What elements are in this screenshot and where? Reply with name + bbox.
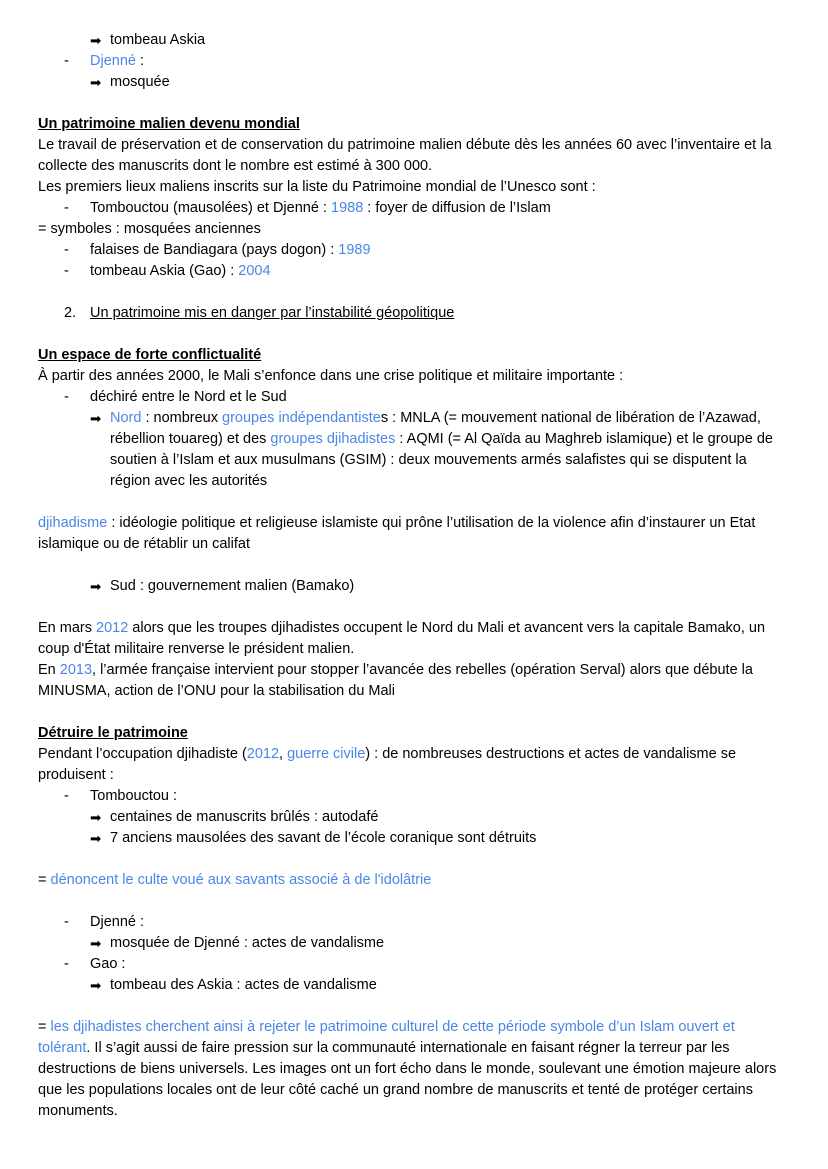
blank-line [38,891,790,912]
text-segment: = [38,872,51,888]
line-content [38,368,623,384]
line-content [110,830,536,846]
line-content [90,200,551,216]
arrow-icon: ➡ [90,411,102,426]
dash-icon: - [64,914,69,930]
text-segment: falaises de Bandiagara (pays dogon) : [90,242,339,258]
numbered-heading [38,303,790,324]
list-item [38,261,790,282]
line-content [110,935,384,951]
text-segment: : idéologie politique et religieuse islamiste qui prône l’utilisation de la violence afin d’instaurer un Etat islamique ou de rétablir un califat [38,515,756,552]
arrow-icon: ➡ [90,33,102,48]
blank-line [38,702,790,723]
line-content [90,305,454,321]
line-content [110,977,377,993]
line-content [110,578,354,594]
line-content [90,53,144,69]
line-content [38,137,772,174]
blank-line [38,849,790,870]
arrow-icon: ➡ [90,978,102,993]
arrow-item [38,30,790,51]
arrow-item [38,828,790,849]
text-segment: Détruire le patrimoine [38,725,188,741]
line-content [90,788,177,804]
list-item [38,387,790,408]
dash-icon: - [64,200,69,216]
arrow-icon: ➡ [90,810,102,825]
section-heading [38,345,790,366]
line-content [90,914,144,930]
text-segment: 2012 [246,746,280,762]
text-segment: Djenné : [90,914,145,930]
text-segment: groupes djihadistes [270,431,396,447]
paragraph [38,660,790,702]
text-segment: : [135,53,145,69]
text-segment: Tombouctou : [90,788,178,804]
dash-icon: - [64,788,69,804]
blank-line [38,282,790,303]
list-item [38,912,790,933]
line-content [38,347,261,363]
paragraph [38,618,790,660]
line-content [38,620,765,657]
text-segment: ) : de nombreuses destructions et actes de vandalisme se produisent : [38,746,737,783]
list-item [38,786,790,807]
blank-line [38,492,790,513]
text-segment: djihadisme [38,515,108,531]
line-content [38,746,736,783]
text-segment: . Il s’agit aussi de faire pression sur la communauté internationale en faisant régner la terreur par les destructions de biens universels. Les images ont un fort écho dans le monde, soulevant une émotion majeure alors que les populations locales ont de leur côté caché un grand nombre de manuscrits et tenté de protéger certains monuments. [38,1040,777,1119]
text-segment: dénoncent le culte voué aux savants associé à de l'idolâtrie [50,872,432,888]
text-segment: En mars [38,620,97,636]
section-heading [38,114,790,135]
dash-icon: - [64,956,69,972]
text-segment: guerre civile [287,746,366,762]
text-segment: déchiré entre le Nord et le Sud [90,389,287,405]
line-content [38,1019,776,1119]
list-item [38,51,790,72]
text-segment: Un patrimoine malien devenu mondial [38,116,300,132]
text-segment: = [38,1019,51,1035]
blank-line [38,324,790,345]
blank-line [38,597,790,618]
line-content [38,725,188,741]
text-segment: : foyer de diffusion de l’Islam [363,200,551,216]
text-segment: tombeau Askia (Gao) : [90,263,239,279]
line-content [90,389,287,405]
blank-line [38,93,790,114]
arrow-icon: ➡ [90,579,102,594]
line-content [38,515,755,552]
paragraph [38,135,790,177]
text-segment: = symboles : mosquées anciennes [38,221,261,237]
paragraph [38,366,790,387]
text-segment: 1988 [331,200,364,216]
arrow-item [38,408,790,492]
text-segment: 2012 [96,620,129,636]
blank-line [38,555,790,576]
text-segment: 1989 [338,242,371,258]
dash-icon: - [64,242,69,258]
text-segment: tombeau des Askia : actes de vandalisme [110,977,377,993]
text-segment: , l’armée française intervient pour stopper l’avancée des rebelles (opération Serval) alors que débute la MINUSMA, action de l’ONU pour la stabilisation du Mali [38,662,753,699]
line-content [38,116,300,132]
list-number: 2. [64,305,77,321]
text-segment: 7 anciens mausolées des savant de l’école coranique sont détruits [110,830,537,846]
text-segment: : AQMI (= Al Qaïda au Maghreb islamique) et le groupe de soutien à l’Islam et aux musulmans (GSIM) : deux mouvements armés salafistes qui se disputent la région avec les autorités [110,431,773,489]
text-segment: Gao : [90,956,126,972]
text-segment: Pendant l’occupation djihadiste ( [38,746,247,762]
paragraph [38,219,790,240]
text-segment: En [38,662,60,678]
line-content [110,410,773,489]
text-segment: , [279,746,288,762]
text-segment: 2004 [238,263,271,279]
arrow-icon: ➡ [90,75,102,90]
arrow-item [38,72,790,93]
list-item [38,954,790,975]
line-content [90,242,371,258]
text-segment: alors que les troupes djihadistes occupent le Nord du Mali et avancent vers la capitale Bamako, un coup d'État militaire renverse le président malien. [38,620,766,657]
text-segment: Sud : gouvernement malien (Bamako) [110,578,355,594]
dash-icon: - [64,263,69,279]
line-content [110,809,378,825]
arrow-item [38,933,790,954]
line-content [110,74,170,90]
text-segment: : nombreux [141,410,223,426]
arrow-item [38,576,790,597]
text-segment: tombeau Askia [110,32,206,48]
arrow-item [38,975,790,996]
text-segment: groupes indépendantiste [222,410,381,426]
list-item [38,198,790,219]
section-heading [38,723,790,744]
text-segment: s : MNLA (= mouvement national de libération de l’Azawad, rébellion touareg) et des [110,410,761,447]
blank-line [38,996,790,1017]
line-content [38,872,431,888]
text-segment: Tombouctou (mausolées) et Djenné : [90,200,331,216]
dash-icon: - [64,389,69,405]
list-item [38,240,790,261]
arrow-icon: ➡ [90,936,102,951]
line-content [90,956,125,972]
paragraph [38,1017,790,1122]
text-segment: Djenné [90,53,136,69]
text-segment: À partir des années 2000, le Mali s’enfonce dans une crise politique et militaire importante : [38,368,624,384]
paragraph [38,513,790,555]
text-segment: mosquée de Djenné : actes de vandalisme [110,935,385,951]
text-segment: Un patrimoine mis en danger par l’instabilité géopolitique [90,305,455,321]
line-content [38,179,596,195]
text-segment: centaines de manuscrits brûlés : autodafé [110,809,379,825]
text-segment: Le travail de préservation et de conservation du patrimoine malien débute dès les années 60 avec l’inventaire et la collecte des manuscrits dont le nombre est estimé à 300 000. [38,137,772,174]
arrow-item [38,807,790,828]
text-segment: 2013 [59,662,93,678]
dash-icon: - [64,53,69,69]
text-segment: Les premiers lieux maliens inscrits sur la liste du Patrimoine mondial de l’Unesco sont : [38,179,596,195]
arrow-icon: ➡ [90,831,102,846]
text-segment: les djihadistes cherchent ainsi à rejeter le patrimoine culturel de cette période symbole d’un Islam ouvert et tolérant [38,1019,735,1056]
line-content [38,662,753,699]
text-segment: Nord [110,410,142,426]
paragraph [38,177,790,198]
line-content [110,32,205,48]
line-content [90,263,271,279]
paragraph [38,744,790,786]
line-content [38,221,261,237]
text-segment: Un espace de forte conflictualité [38,347,262,363]
paragraph [38,870,790,891]
text-segment: mosquée [110,74,170,90]
